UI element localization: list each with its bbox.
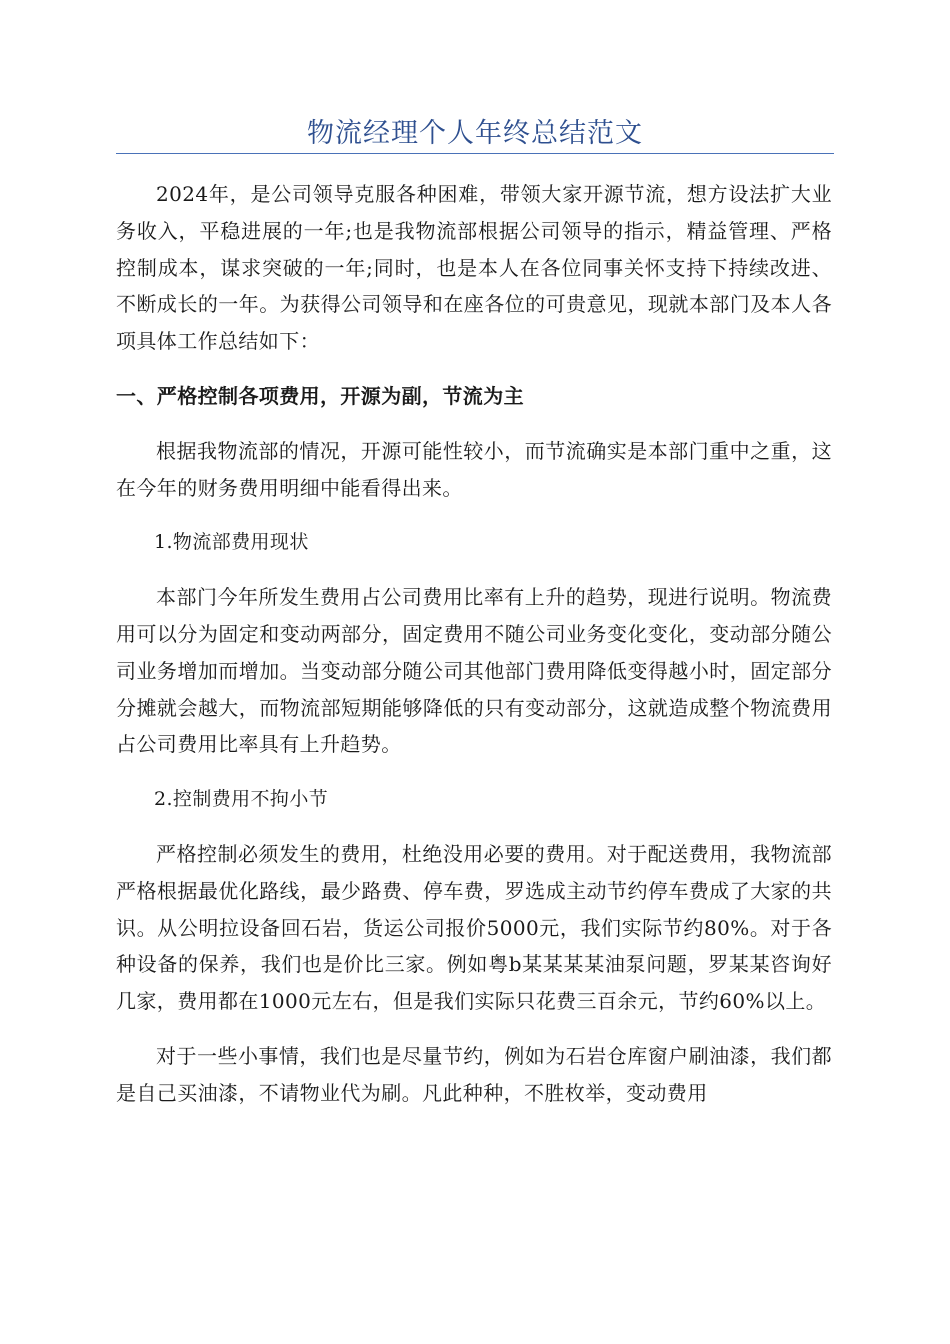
subheading-1: 1.物流部费用现状 (154, 531, 309, 554)
cost-status-paragraph: 本部门今年所发生费用占公司费用比率有上升的趋势，现进行说明。物流费用可以分为固定和变动两部分，固定费用不随公司业务变化变化，变动部分随公司业务增加而增加。当变动部分随公司其他部门费用降低变得越小时，固定部分分摊就会越大，而物流部短期能够降低的只有变动部分，这就造成整个物流费用占公司费用比率具有上升趋势。 (116, 585, 832, 757)
cost-control-paragraph: 严格控制必须发生的费用，杜绝没用必要的费用。对于配送费用，我物流部严格根据最优化路线，最少路费、停车费，罗选成主动节约停车费成了大家的共识。从公明拉设备回石岩，货运公司报价5000元，我们实际节约80%。对于各种设备的保养，我们也是价比三家。例如粤b某某某某油泵问题，罗某某咨询好几家，费用都在1000元左右，但是我们实际只花费三百余元，节约60%以上。 (116, 841, 832, 1014)
subheading-2: 2.控制费用不拘小节 (154, 788, 329, 811)
document-title: 物流经理个人年终总结范文 (307, 118, 643, 149)
small-matters-paragraph: 对于一些小事情，我们也是尽量节约，例如为石岩仓库窗户刷油漆，我们都是自己买油漆，不请物业代为刷。凡此种种，不胜枚举，变动费用 (116, 1043, 832, 1105)
document-body (116, 176, 832, 1130)
section-heading-1: 一、严格控制各项费用，开源为副，节流为主 (116, 383, 524, 408)
title-divider (116, 153, 834, 154)
intro-paragraph: 2024年，是公司领导克服各种困难，带领大家开源节流，想方设法扩大业务收入，平稳进展的一年;也是我物流部根据公司领导的指示，精益管理、严格控制成本，谋求突破的一年;同时，也是本人在各位同事关怀支持下持续改进、不断成长的一年。为获得公司领导和在座各位的可贵意见，现就本部门及本人各项具体工作总结如下： (116, 182, 832, 354)
section-1-paragraph: 根据我物流部的情况，开源可能性较小，而节流确实是本部门重中之重，这在今年的财务费用明细中能看得出来。 (116, 438, 832, 500)
